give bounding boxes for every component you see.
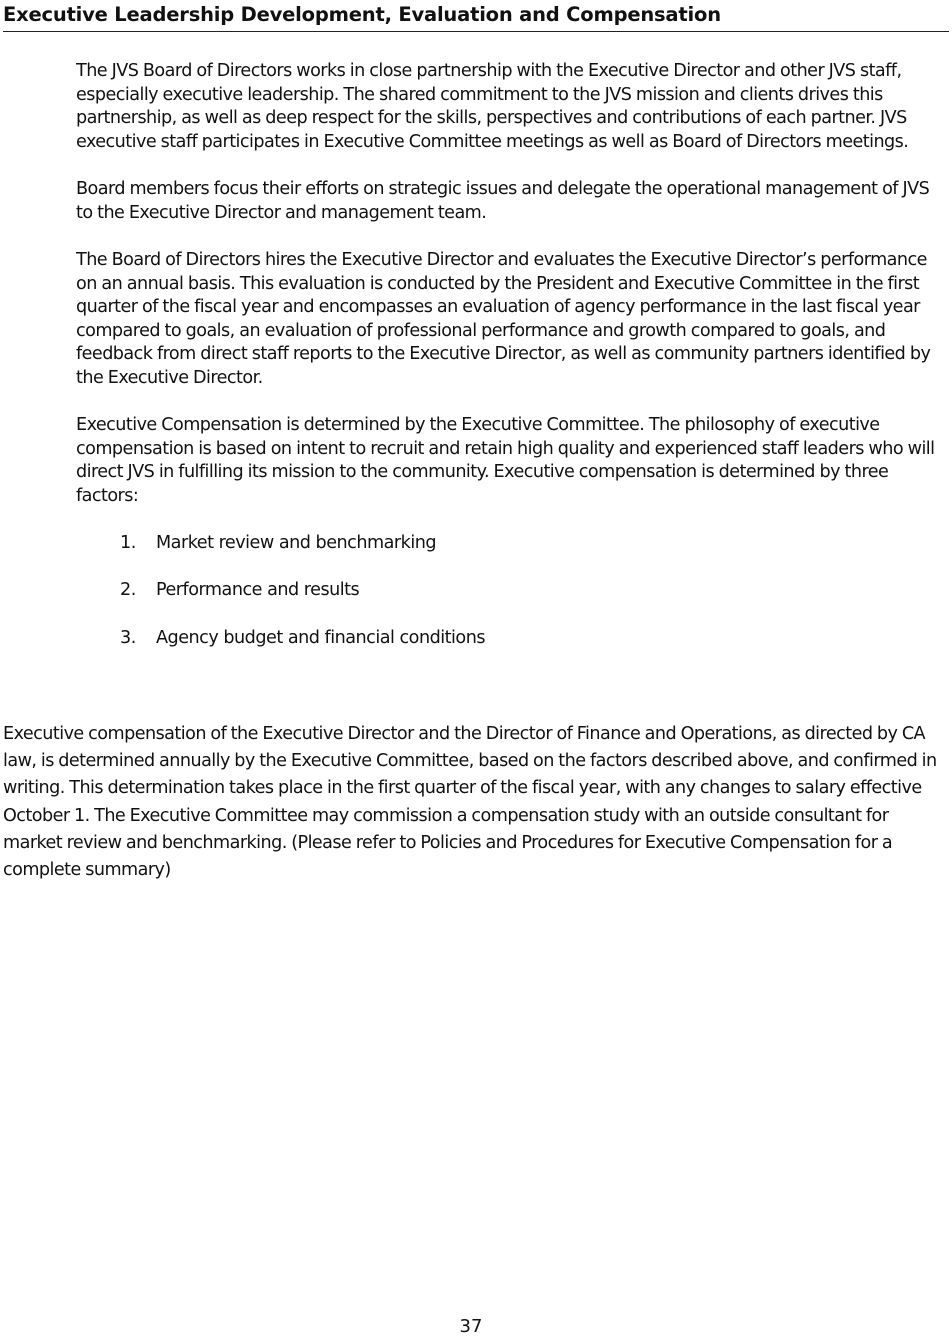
list-item (76, 579, 942, 626)
indented-body (76, 60, 942, 674)
paragraph-compensation: Executive Compensation is determined by the Executive Committee. The philosophy of executive compensation is based on intent to recruit and retain high quality and experienced staff leaders who will direct JVS in fulfilling its mission to the community. Executive compensation is determined by three factors: (76, 415, 935, 506)
paragraph-partnership: The JVS Board of Directors works in close partnership with the Executive Director and other JVS staff, especially executive leadership. The shared commitment to the JVS mission and clients drives this partnership, as well as deep respect for the skills, perspectives and contributions of each partner. JVS executive staff participates in Executive Committee meetings as well as Board of Directors meetings. (76, 61, 909, 152)
paragraph-evaluation: The Board of Directors hires the Executive Director and evaluates the Executive Director’s performance on an annual basis. This evaluation is conducted by the President and Executive Committee in the first quarter of the fiscal year and encompasses an evaluation of agency performance in the last fiscal year compared to goals, an evaluation of professional performance and growth compared to goals, and feedback from direct staff reports to the Executive Director, as well as community partners identified by the Executive Director. (76, 250, 931, 388)
list-item-number: 3. (120, 627, 136, 648)
list-item (76, 627, 942, 674)
list-item (76, 532, 942, 579)
list-item-number: 1. (120, 533, 136, 553)
list-item-text: Performance and results (156, 580, 360, 601)
page-number: 37 (459, 1316, 483, 1337)
page-title: Executive Leadership Development, Evaluation and Compensation (3, 3, 949, 32)
list-item-number: 2. (120, 580, 136, 601)
list-item-text: Agency budget and financial conditions (156, 627, 486, 648)
paragraph-board-focus: Board members focus their efforts on strategic issues and delegate the operational management of JVS to the Executive Director and management team. (76, 179, 930, 223)
factor-list (76, 532, 942, 674)
paragraph-executive-compensation: Executive compensation of the Executive Director and the Director of Finance and Operations, as directed by CA law, is determined annually by the Executive Committee, based on the factors described above, and confirmed in writing. This determination takes place in the first quarter of the fiscal year, with any changes to salary effective October 1. The Executive Committee may commission a compensation study with an outside consultant for market review and benchmarking. (Please refer to Policies and Procedures for Executive Compensation for a complete summary) (3, 724, 937, 881)
list-item-text: Market review and benchmarking (156, 533, 437, 553)
